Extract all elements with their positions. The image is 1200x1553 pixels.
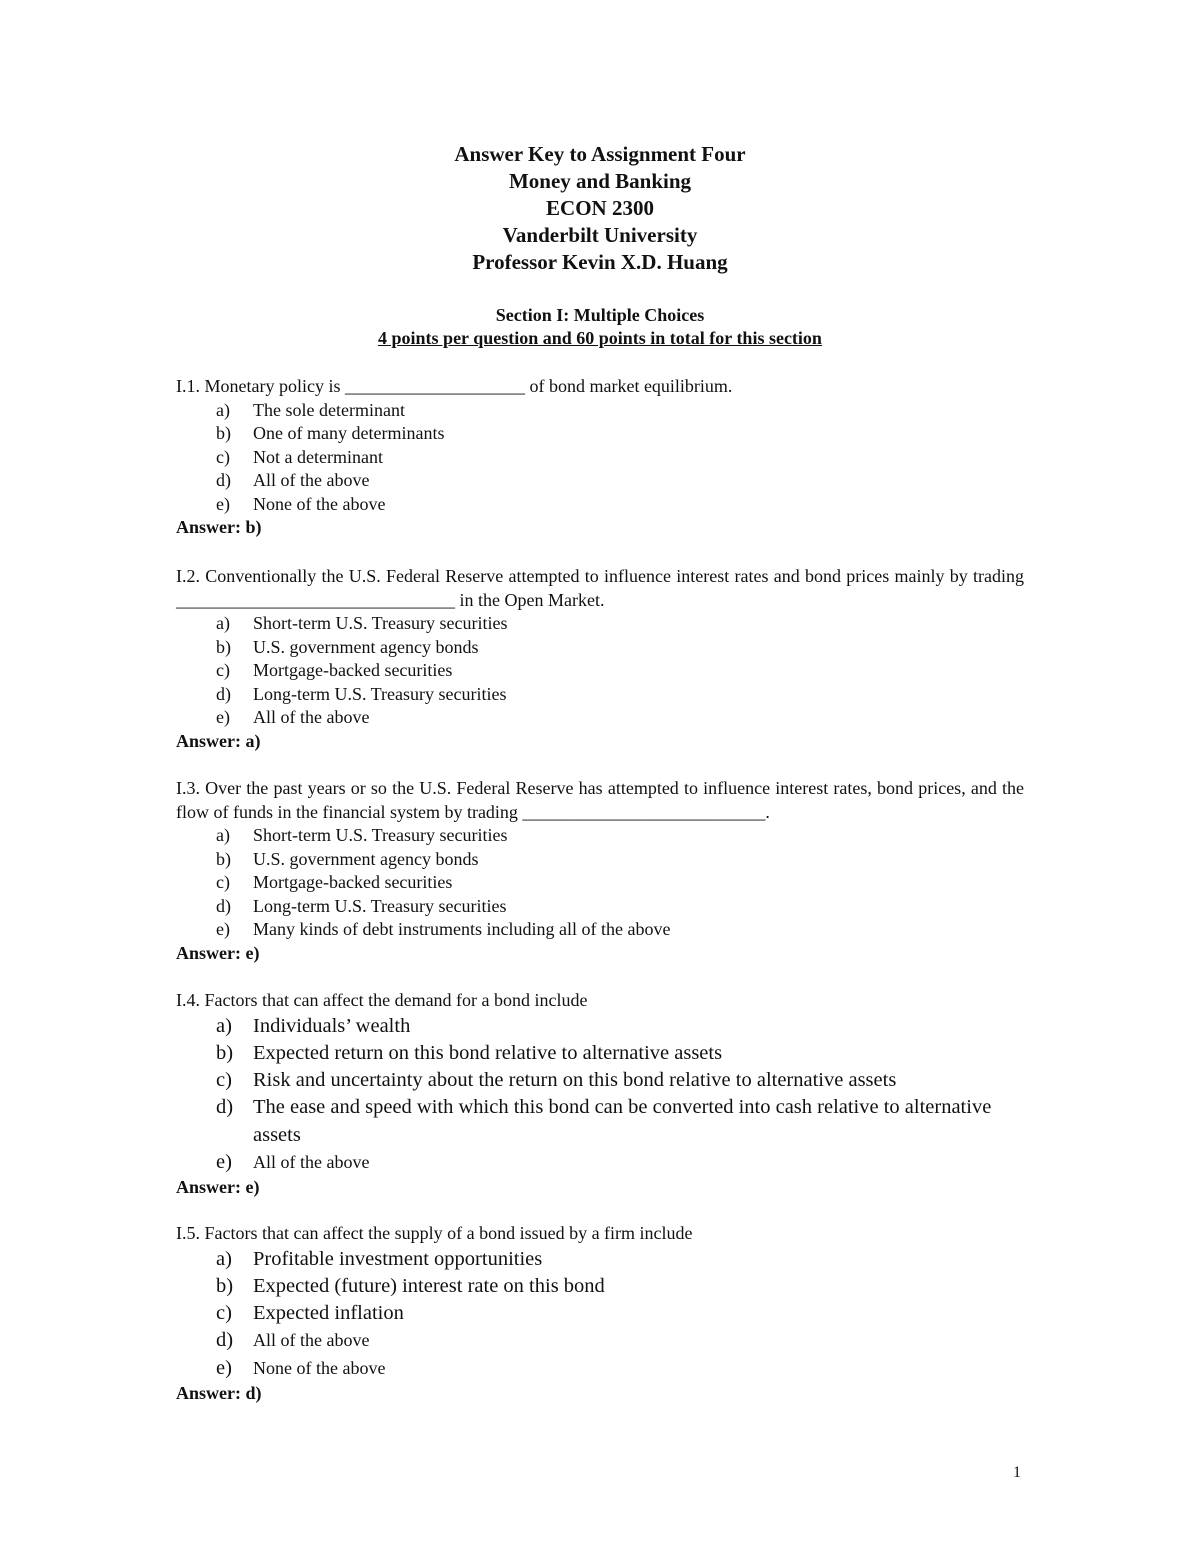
option-label: a) — [216, 1014, 232, 1037]
option-text: Short-term U.S. Treasury securities — [253, 825, 508, 845]
option-text: U.S. government agency bonds — [253, 848, 479, 869]
option-label: e) — [216, 707, 230, 727]
option-label: b) — [216, 848, 231, 869]
option-e — [216, 918, 1024, 942]
option-text: U.S. government agency bonds — [253, 636, 479, 657]
option-c — [216, 1067, 1024, 1094]
option-text: Long-term U.S. Treasury securities — [253, 683, 507, 704]
option-text: Not a determinant — [253, 446, 383, 467]
option-e — [216, 1149, 1024, 1176]
answer-line: Answer: b) — [176, 517, 262, 537]
option-text: All of the above — [253, 1151, 370, 1172]
question-4 — [176, 989, 1024, 1200]
option-text: Many kinds of debt instruments including all of the above — [253, 919, 671, 939]
option-b — [216, 1040, 1024, 1067]
option-list — [216, 1013, 1024, 1177]
option-list — [216, 1246, 1024, 1382]
option-text: One of many determinants — [253, 423, 445, 443]
document-header — [0, 141, 1200, 276]
option-label: e) — [216, 493, 230, 514]
option-d — [216, 683, 1024, 707]
option-text: Expected inflation — [253, 1302, 404, 1325]
option-a — [216, 1246, 1024, 1273]
option-d — [216, 1094, 1024, 1149]
question-3 — [176, 777, 1024, 965]
section-heading — [0, 304, 1200, 350]
option-label: e) — [216, 1150, 232, 1173]
option-label: c) — [216, 1069, 232, 1092]
option-label: a) — [216, 613, 230, 633]
option-text: Profitable investment opportunities — [253, 1247, 543, 1270]
option-label: c) — [216, 1302, 232, 1325]
option-label: b) — [216, 1041, 234, 1064]
answer-line: Answer: e) — [176, 1177, 260, 1198]
option-label: a) — [216, 825, 230, 845]
option-a — [216, 824, 1024, 848]
option-c — [216, 1300, 1024, 1327]
option-label: c) — [216, 872, 230, 892]
option-label: d) — [216, 470, 231, 490]
option-label: d) — [216, 683, 231, 704]
option-label: d) — [216, 1096, 234, 1119]
option-a — [216, 1013, 1024, 1040]
option-text: Mortgage-backed securities — [253, 872, 453, 892]
option-d — [216, 895, 1024, 919]
option-text: All of the above — [253, 1330, 370, 1351]
course-name: Money and Banking — [508, 169, 692, 193]
option-list — [216, 612, 1024, 730]
document-title: Answer Key to Assignment Four — [454, 142, 746, 166]
option-text: Individuals’ wealth — [253, 1014, 411, 1037]
option-c — [216, 871, 1024, 895]
option-b — [216, 636, 1024, 660]
professor-name: Professor Kevin X.D. Huang — [472, 250, 728, 274]
option-label: e) — [216, 919, 230, 939]
option-label: d) — [216, 1329, 234, 1352]
option-label: b) — [216, 1274, 234, 1297]
question-stem: I.1. Monetary policy is ____________________ of bond market equilibrium. — [176, 376, 733, 396]
option-e — [216, 706, 1024, 730]
option-text: The sole determinant — [253, 399, 405, 420]
option-list — [216, 399, 1024, 517]
option-a — [216, 612, 1024, 636]
question-stem: I.2. Conventionally the U.S. Federal Reserve attempted to influence interest rates and bond prices mainly by trading _______________________________ in the Open Market. — [176, 566, 1024, 610]
option-d — [216, 469, 1024, 493]
option-text: None of the above — [253, 493, 386, 514]
option-b — [216, 1273, 1024, 1300]
section-title: Section I: Multiple Choices — [495, 305, 705, 325]
option-text: None of the above — [253, 1357, 386, 1378]
option-text: The ease and speed with which this bond can be converted into cash relative to alternative assets — [253, 1096, 992, 1146]
answer-line: Answer: e) — [176, 942, 260, 963]
question-stem: I.4. Factors that can affect the demand for a bond include — [176, 990, 588, 1010]
option-text: Risk and uncertainty about the return on this bond relative to alternative assets — [253, 1069, 897, 1092]
option-text: Long-term U.S. Treasury securities — [253, 895, 507, 916]
option-label: b) — [216, 423, 231, 443]
question-2 — [176, 565, 1024, 753]
option-e — [216, 1355, 1024, 1382]
option-label: c) — [216, 660, 230, 680]
question-5 — [176, 1222, 1024, 1405]
option-label: e) — [216, 1356, 232, 1379]
question-stem: I.3. Over the past years or so the U.S. Federal Reserve has attempted to influence interest rates, bond prices, and the flow of funds in the financial system by trading ___________________________. — [176, 778, 1024, 822]
answer-line: Answer: a) — [176, 730, 261, 751]
option-d — [216, 1327, 1024, 1354]
option-a — [216, 399, 1024, 423]
option-text: Expected return on this bond relative to alternative assets — [253, 1041, 723, 1064]
option-text: Mortgage-backed securities — [253, 660, 453, 680]
option-c — [216, 446, 1024, 470]
university-name: Vanderbilt University — [502, 223, 698, 247]
option-text: All of the above — [253, 470, 370, 490]
option-label: d) — [216, 895, 231, 916]
answer-line: Answer: d) — [176, 1382, 262, 1403]
option-text: Expected (future) interest rate on this bond — [253, 1274, 605, 1297]
option-c — [216, 659, 1024, 683]
section-points-note: 4 points per question and 60 points in total for this section — [378, 328, 822, 348]
option-label: c) — [216, 446, 230, 467]
question-1 — [176, 375, 1024, 540]
option-label: b) — [216, 636, 231, 657]
option-label: a) — [216, 399, 230, 420]
option-label: a) — [216, 1247, 232, 1270]
option-b — [216, 848, 1024, 872]
course-code: ECON 2300 — [546, 196, 654, 220]
option-b — [216, 422, 1024, 446]
option-text: Short-term U.S. Treasury securities — [253, 613, 508, 633]
page-number: 1 — [1013, 1464, 1021, 1481]
option-e — [216, 493, 1024, 517]
option-text: All of the above — [253, 707, 370, 727]
question-stem: I.5. Factors that can affect the supply of a bond issued by a firm include — [176, 1223, 693, 1243]
option-list — [216, 824, 1024, 942]
